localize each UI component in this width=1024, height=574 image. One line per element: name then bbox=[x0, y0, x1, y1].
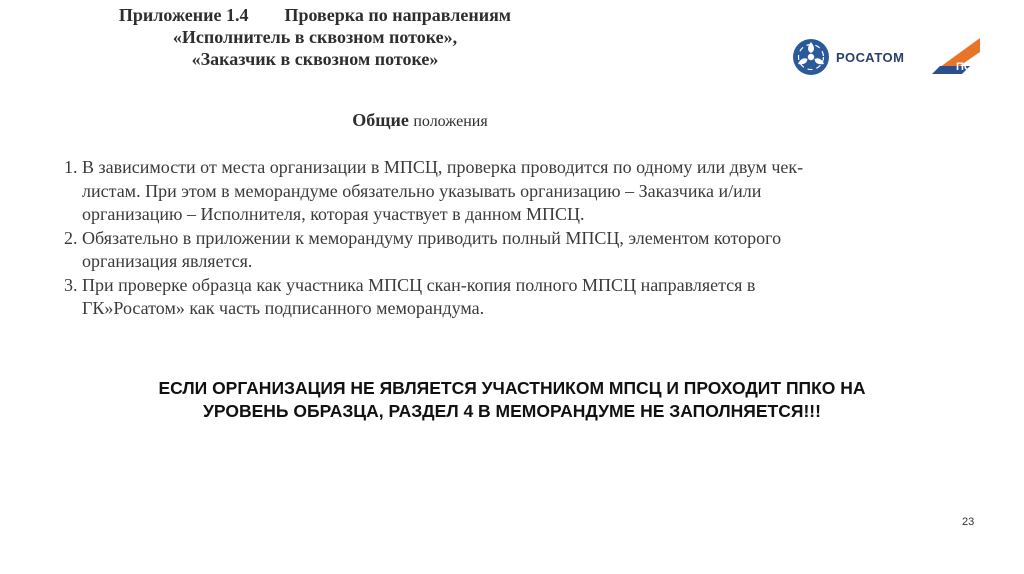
title-text: Проверка по направлениям bbox=[284, 5, 512, 25]
section-heading bbox=[320, 110, 520, 131]
notice-line-1: ЕСЛИ ОРГАНИЗАЦИЯ НЕ ЯВЛЯЕТСЯ УЧАСТНИКОМ МПСЦ И ПРОХОДИТ ППКО НА bbox=[158, 378, 866, 398]
section-heading-bold: Общие bbox=[352, 110, 409, 130]
section-heading-rest: положения bbox=[413, 113, 488, 130]
title-label: Приложение 1.4 bbox=[118, 5, 249, 25]
title-line-3: «Заказчик в сквозном потоке» bbox=[191, 49, 439, 69]
rosatom-logo bbox=[792, 37, 904, 77]
title-line-2: «Исполнитель в сквозном потоке», bbox=[172, 27, 458, 47]
provisions-list bbox=[40, 156, 822, 321]
notice-line-2: УРОВЕНЬ ОБРАЗЦА, РАЗДЕЛ 4 В МЕМОРАНДУМЕ НЕ ЗАПОЛНЯЕТСЯ!!! bbox=[203, 401, 821, 421]
rosatom-emblem-icon bbox=[792, 38, 830, 76]
psr-logo-text: ПСР bbox=[956, 61, 980, 73]
rosatom-logo-text: РОСАТОМ bbox=[836, 49, 905, 65]
list-item: 3. При проверке образца как участника МПСЦ скан-копия полного МПСЦ направляется в ГК»Росатом» как часть подписанного меморандума. bbox=[82, 274, 822, 321]
list-item: 1. В зависимости от места организации в МПСЦ, проверка проводится по одному или двум чек-листам. При этом в меморандуме обязательно указывать организацию – Заказчика и/или организацию – Исполнителя, которая участвует в данном МПСЦ. bbox=[82, 156, 822, 227]
page-number: 23 bbox=[962, 516, 975, 528]
psr-logo-icon bbox=[932, 36, 984, 76]
warning-notice bbox=[0, 377, 1024, 423]
slide-title bbox=[0, 4, 630, 70]
title-line-1 bbox=[0, 4, 630, 26]
list-item: 2. Обязательно в приложении к меморандуму приводить полный МПСЦ, элементом которого организация является. bbox=[82, 227, 822, 274]
